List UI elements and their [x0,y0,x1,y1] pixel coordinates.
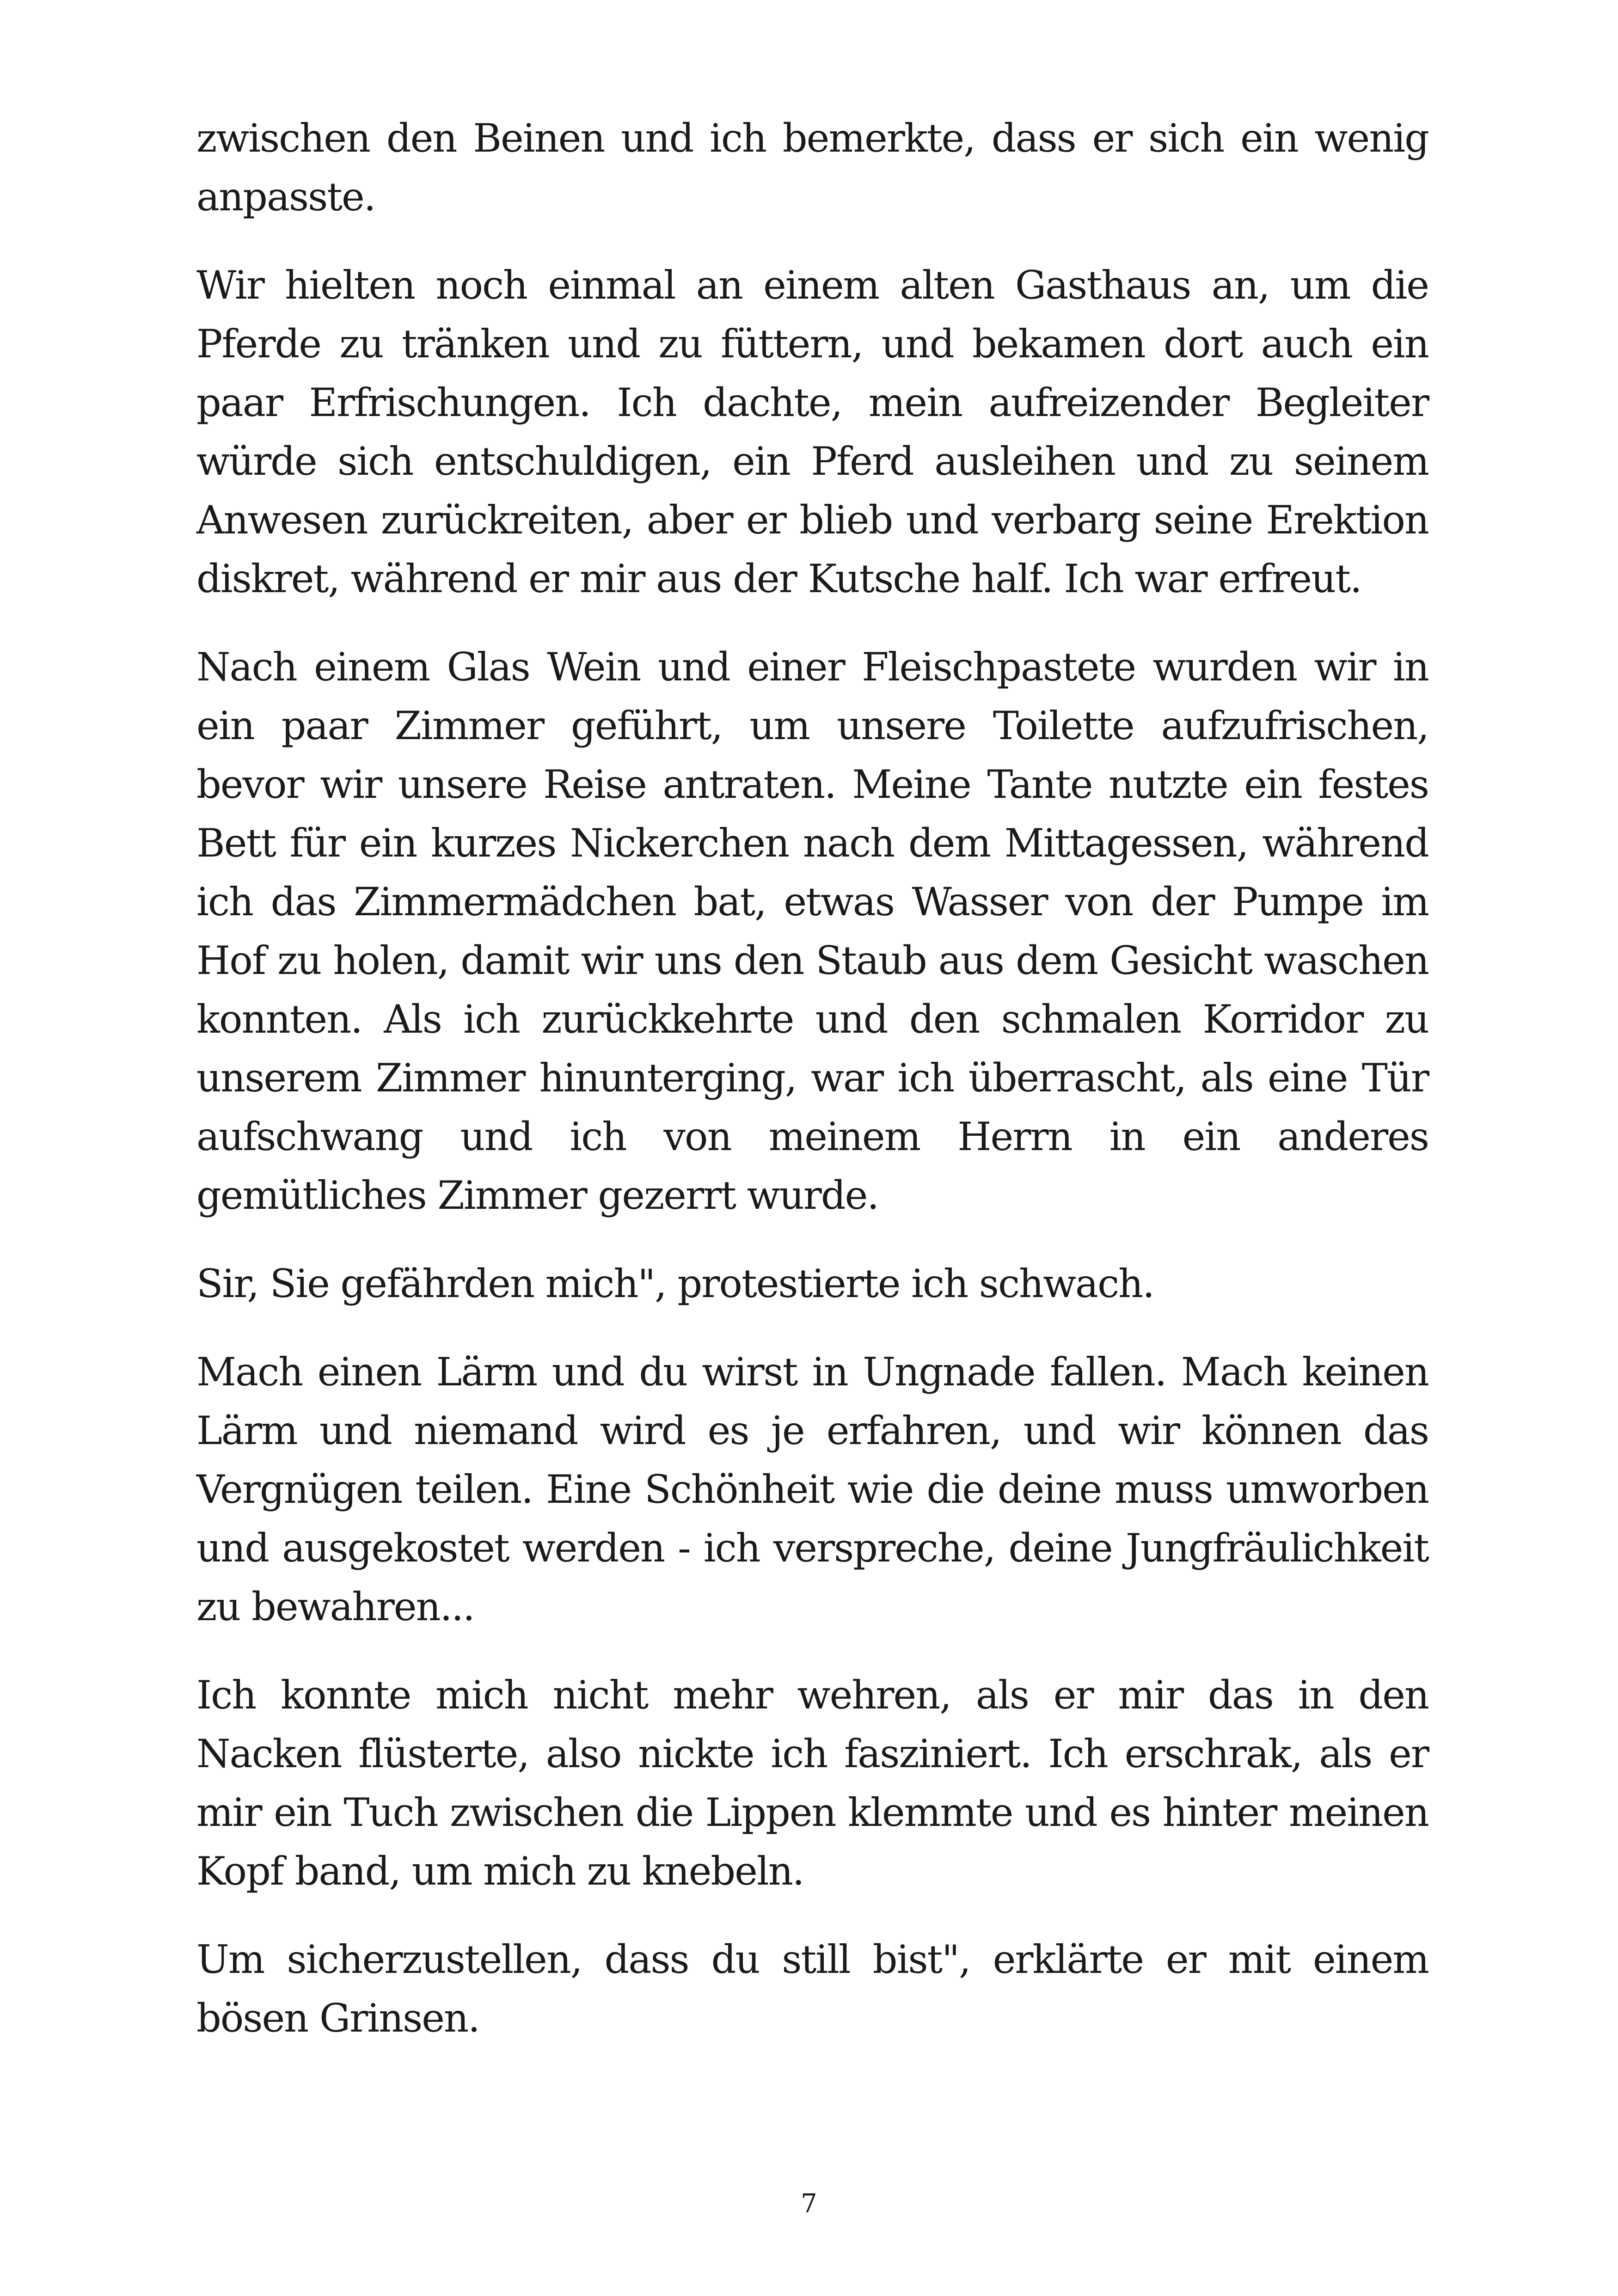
body-text [196,109,1428,2077]
paragraph-1: zwischen den Beinen und ich bemerkte, dass er sich ein wenig anpasste. [196,116,1428,220]
paragraph-2: Wir hielten noch einmal an einem alten Gasthaus an, um die Pferde zu tränken und zu füttern, und bekamen dort auch ein paar Erfrischungen. Ich dachte, mein aufreizender Begleiter würde sich entschuldigen, ein Pferd ausleihen und zu seinem Anwesen zurückreiten, aber er blieb und verbarg seine Erektion diskret, während er mir aus der Kutsche half. Ich war erfreut. [196,263,1428,601]
page-number: 7 [801,2189,817,2219]
paragraph-3: Nach einem Glas Wein und einer Fleischpastete wurden wir in ein paar Zimmer geführt, um unsere Toilette aufzufrischen, bevor wir unsere Reise antraten. Meine Tante nutzte ein festes Bett für ein kurzes Nickerchen nach dem Mittagessen, während ich das Zimmermädchen bat, etwas Wasser von der Pumpe im Hof zu holen, damit wir uns den Staub aus dem Gesicht waschen konnten. Als ich zurückkehrte und den schmalen Korridor zu unserem Zimmer hinunterging, war ich überrascht, als eine Tür aufschwang und ich von meinem Herrn in ein anderes gemütliches Zimmer gezerrt wurde. [196,644,1428,1218]
paragraph-5: Mach einen Lärm und du wirst in Ungnade fallen. Mach keinen Lärm und niemand wird es je erfahren, und wir können das Vergnügen teilen. Eine Schönheit wie die deine muss umworben und ausgekostet werden - ich verspreche, deine Jungfräulichkeit zu bewahren... [196,1349,1428,1629]
paragraph-6: Ich konnte mich nicht mehr wehren, als er mir das in den Nacken flüsterte, also nickte ich fasziniert. Ich erschrak, als er mir ein Tuch zwischen die Lippen klemmte und es hinter meinen Kopf band, um mich zu knebeln. [196,1672,1428,1894]
paragraph-7: Um sicherzustellen, dass du still bist", erklärte er mit einem bösen Grinsen. [196,1937,1428,2041]
paragraph-4: Sir, Sie gefährden mich", protestierte ich schwach. [196,1261,1154,1306]
